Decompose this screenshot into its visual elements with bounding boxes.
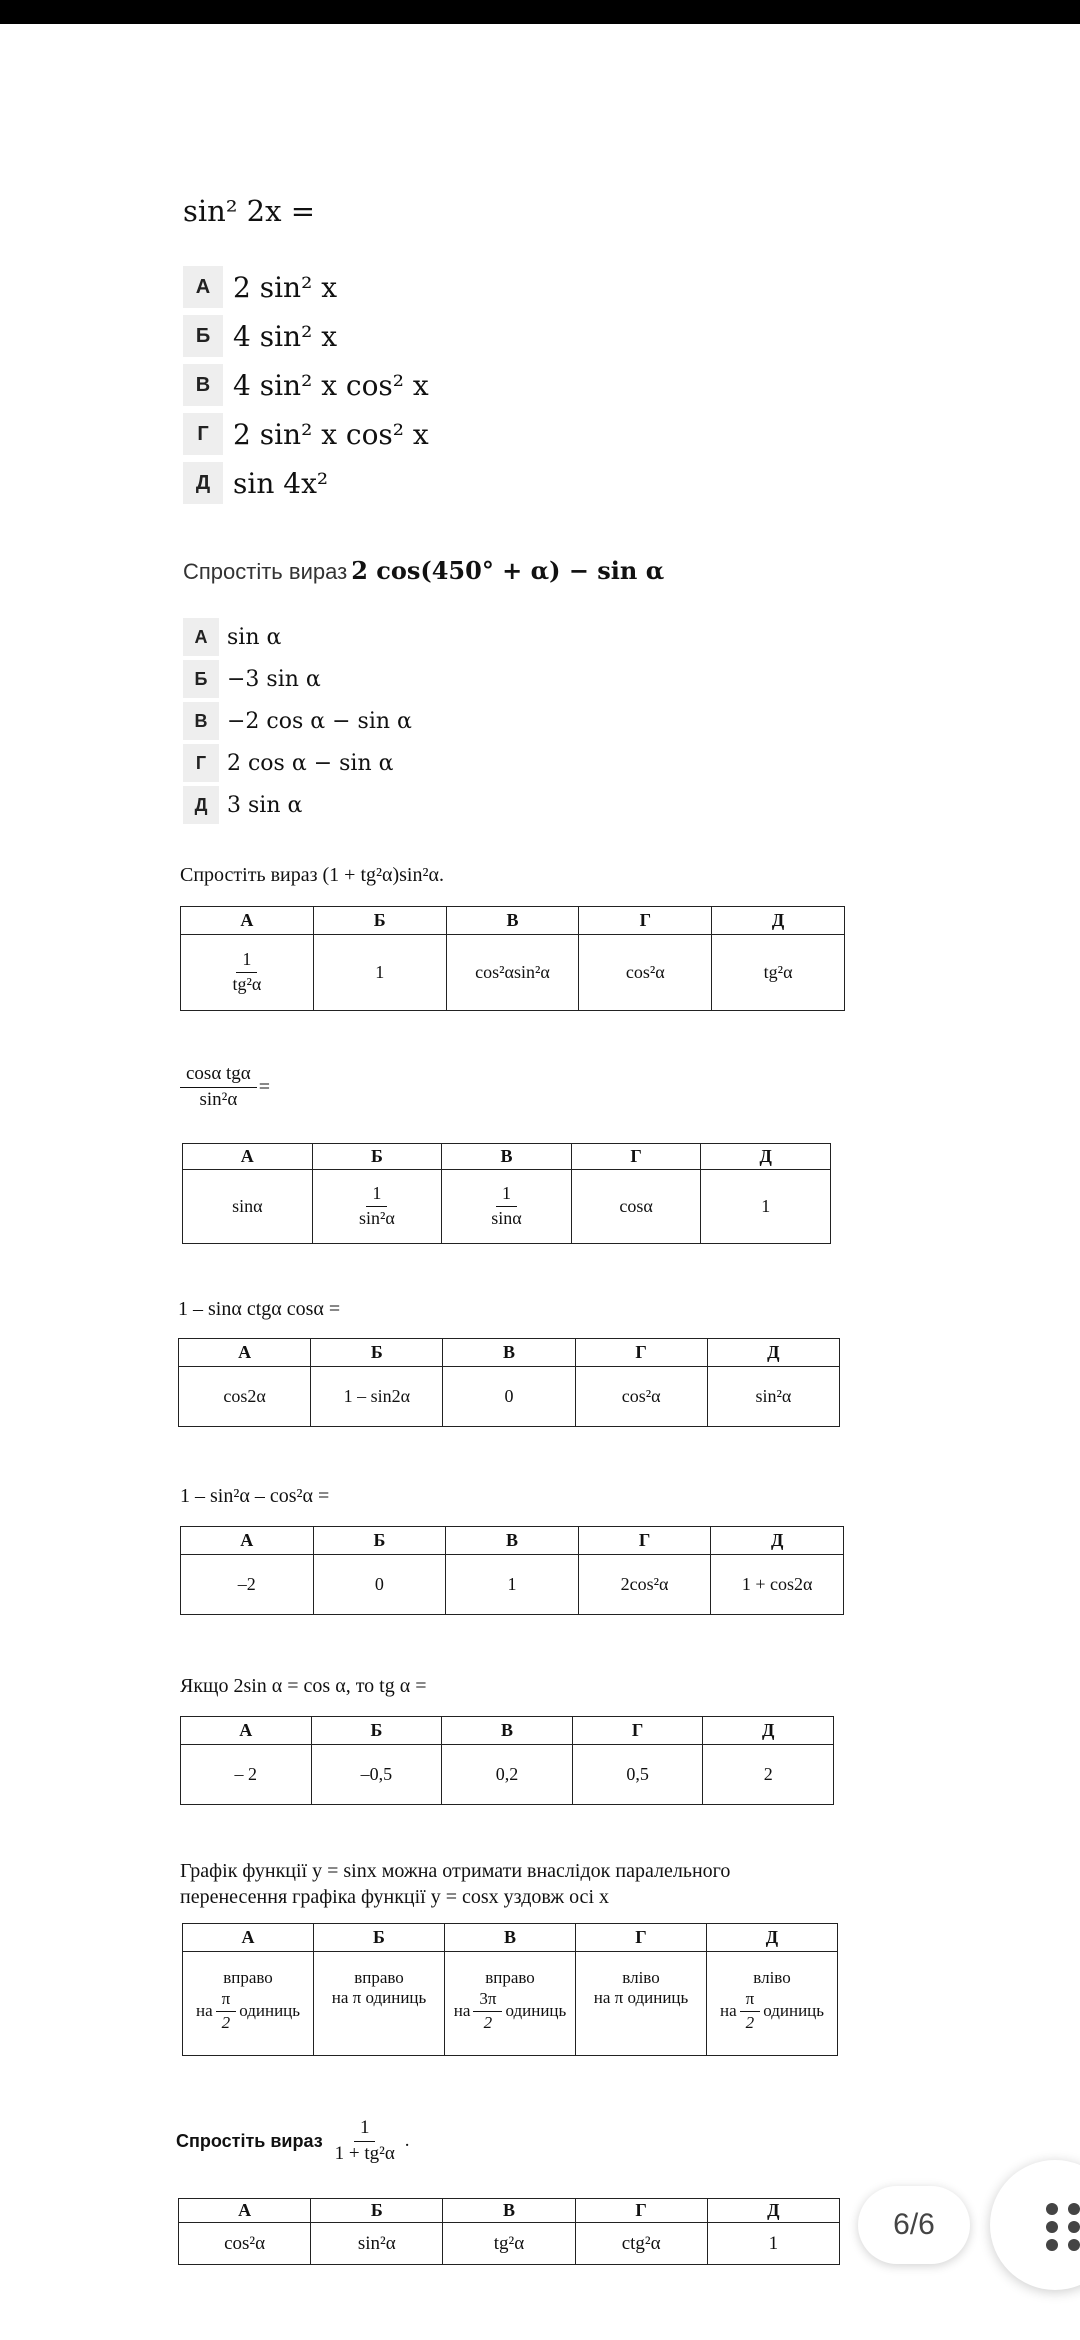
table-row [183,1170,831,1244]
fraction-numerator: 1 [236,950,257,973]
fraction [216,1990,237,2032]
cell-c[interactable]: 0,2 [442,1745,573,1805]
table-row [181,1745,834,1805]
header-d: Г [579,907,712,935]
shift-suffix: одиниць [505,2001,567,2021]
cell-c[interactable] [445,1952,576,2056]
fraction [473,1990,502,2032]
shift-prefix: на [195,2001,213,2021]
header-b: Б [313,1527,446,1555]
q9-prompt [176,2118,410,2165]
header-b: Б [314,1924,445,1952]
option-letter: Б [183,660,219,698]
header-c: В [442,1144,572,1170]
table-header-row [181,907,845,935]
option-text: 2 cos α − sin α [227,750,394,776]
q1-option-a[interactable] [183,266,337,308]
cell-e[interactable] [707,1952,838,2056]
header-a: А [181,1717,312,1745]
equals-sign: = [258,1075,271,1098]
option-letter: Б [183,315,223,357]
header-a: А [179,1339,311,1367]
cell-d[interactable]: ctg²α [575,2223,707,2265]
q4-prompt [180,1064,270,1111]
fraction-denominator: 2 [483,2012,493,2032]
table-row [183,1952,838,2056]
shift-amount [707,1990,837,2032]
cell-b[interactable] [314,1952,445,2056]
option-text: −3 sin α [227,666,321,692]
q7-answer-table [180,1716,834,1805]
table-row [181,1555,844,1615]
cell-d[interactable]: cosα [571,1170,701,1244]
table-row [179,1367,840,1427]
fraction [353,1184,401,1229]
q1-option-d[interactable] [183,413,429,455]
cell-a[interactable]: cos2α [179,1367,311,1427]
cell-b[interactable]: –0,5 [311,1745,442,1805]
q1-option-c[interactable] [183,364,429,406]
fraction-denominator: sin²α [199,1088,238,1110]
fraction [485,1184,527,1229]
q1-prompt: sin² 2x = [183,194,316,228]
cell-e[interactable]: 1 [701,1170,831,1244]
option-text: sin α [227,624,282,650]
header-e: Д [711,1527,844,1555]
header-e: Д [707,1339,839,1367]
q9-answer-table [178,2198,840,2265]
table-header-row [181,1527,844,1555]
cell-c[interactable] [442,1170,572,1244]
header-d: Г [576,1924,707,1952]
fraction-denominator: sinα [491,1208,522,1228]
shift-amount [445,1990,575,2032]
cell-b[interactable]: 0 [313,1555,446,1615]
q5-prompt: 1 – sinα ctgα cosα = [178,1298,341,1320]
q5-answer-table [178,1338,840,1427]
fraction-denominator: 2 [745,2012,755,2032]
header-d: Г [575,1339,707,1367]
header-a: А [183,1924,314,1952]
q9-prompt-label: Спростіть вираз [176,2130,323,2151]
option-letter: В [183,364,223,406]
cell-a[interactable] [181,935,314,1011]
table-header-row [179,2199,840,2223]
direction-label: вправо [354,1968,404,1987]
period: . [404,2130,410,2152]
direction-label: вліво [753,1968,791,1987]
q8-prompt [180,1858,730,1910]
direction-label: вліво [622,1968,660,1987]
status-bar [0,0,1080,24]
header-b: Б [312,1144,442,1170]
option-text: 4 sin² x cos² x [233,368,429,402]
option-text: 2 sin² x cos² x [233,417,429,451]
q3-answer-table [180,906,845,1011]
shift-prefix: на [453,2001,471,2021]
q1-option-e[interactable] [183,462,328,504]
cell-c[interactable]: tg²α [443,2223,575,2265]
direction-label: вправо [485,1968,535,1987]
table-header-row [181,1717,834,1745]
cell-b[interactable] [312,1170,442,1244]
option-text: −2 cos α − sin α [227,708,412,734]
cell-a[interactable]: sinα [183,1170,313,1244]
header-a: А [183,1144,313,1170]
cell-e[interactable]: sin²α [707,1367,839,1427]
option-letter: А [183,266,223,308]
cell-c[interactable]: cos²αsin²α [446,935,579,1011]
fraction [740,1990,761,2032]
q8-answer-table [182,1923,838,2056]
header-e: Д [707,2199,839,2223]
cell-e[interactable]: 1 [707,2223,839,2265]
option-letter: В [183,702,219,740]
cell-d[interactable] [576,1952,707,2056]
q7-prompt: Якщо 2sin α = cos α, то tg α = [180,1675,427,1697]
header-e: Д [707,1924,838,1952]
shift-amount [183,1990,313,2032]
cell-b[interactable]: sin²α [311,2223,443,2265]
header-b: Б [311,2199,443,2223]
cell-c[interactable]: 0 [443,1367,575,1427]
fraction-numerator: π [216,1990,237,2012]
shift-amount: на π одиниць [331,1988,427,2007]
cell-a[interactable]: cos²α [179,2223,311,2265]
fraction-numerator: 3π [473,1990,502,2012]
q2-option-e[interactable] [183,786,302,824]
cell-e[interactable]: 1 + cos2α [711,1555,844,1615]
option-letter: Г [183,744,219,782]
cell-a[interactable]: –2 [181,1555,314,1615]
cell-b[interactable]: 1 [313,935,446,1011]
header-c: В [443,1339,575,1367]
menu-button[interactable] [990,2160,1080,2290]
header-c: В [445,1924,576,1952]
header-c: В [446,1527,579,1555]
header-b: Б [311,1339,443,1367]
header-e: Д [703,1717,834,1745]
shift-suffix: одиниць [763,2001,825,2021]
cell-d[interactable]: cos²α [579,935,712,1011]
fraction-denominator: 2 [221,2012,231,2032]
q2-option-b[interactable] [183,660,321,698]
header-d: Г [575,2199,707,2223]
table-header-row [183,1144,831,1170]
q2-prompt [183,556,664,585]
cell-e[interactable]: tg²α [712,935,845,1011]
header-e: Д [712,907,845,935]
fraction [226,950,267,995]
header-a: А [179,2199,311,2223]
cell-d[interactable]: 2cos²α [578,1555,711,1615]
table-header-row [179,1339,840,1367]
direction-label: вправо [223,1968,273,1987]
header-b: Б [313,907,446,935]
q2-option-d[interactable] [183,744,393,782]
q2-prompt-expr: 2 cos(450° + α) − sin α [351,556,665,585]
cell-d[interactable]: cos²α [575,1367,707,1427]
cell-a[interactable] [183,1952,314,2056]
header-d: Г [571,1144,701,1170]
option-text: 4 sin² x [233,319,337,353]
q2-option-a[interactable] [183,618,281,656]
fraction [329,2118,401,2165]
option-letter: А [183,618,219,656]
cell-b[interactable]: 1 – sin2α [311,1367,443,1427]
option-text: 3 sin α [227,792,303,818]
option-letter: Д [183,786,219,824]
cell-c[interactable]: 1 [446,1555,579,1615]
fraction [180,1064,257,1111]
q2-option-c[interactable] [183,702,412,740]
fraction-numerator: 1 [496,1184,517,1207]
option-letter: Г [183,413,223,455]
q8-prompt-line-1: Графік функції y = sinx можна отримати внаслідок паралельного [180,1860,731,1882]
header-b: Б [311,1717,442,1745]
option-text: sin 4x² [233,466,329,500]
fraction-denominator: 1 + tg²α [334,2142,395,2164]
fraction-numerator: 1 [354,2118,376,2142]
fraction-denominator: sin²α [358,1208,395,1228]
header-c: В [442,1717,573,1745]
q3-prompt: Спростіть вираз (1 + tg²α)sin²α. [180,864,444,886]
table-row [179,2223,840,2265]
option-letter: Д [183,462,223,504]
header-d: Г [572,1717,703,1745]
table-header-row [183,1924,838,1952]
cell-e[interactable]: 2 [703,1745,834,1805]
q1-option-b[interactable] [183,315,337,357]
cell-d[interactable]: 0,5 [572,1745,703,1805]
cell-a[interactable]: – 2 [181,1745,312,1805]
header-e: Д [701,1144,831,1170]
table-row [181,935,845,1011]
fraction-denominator: tg²α [232,974,262,994]
q4-answer-table [182,1143,831,1244]
shift-suffix: одиниць [239,2001,301,2021]
option-text: 2 sin² x [233,270,337,304]
page-indicator[interactable]: 6/6 [858,2186,970,2264]
fraction-numerator: π [740,1990,761,2012]
q8-prompt-line-2: перенесення графіка функції y = cosx уздовж осі x [180,1886,609,1908]
header-c: В [443,2199,575,2223]
fraction-numerator: 1 [366,1184,387,1207]
header-d: Г [578,1527,711,1555]
header-c: В [446,907,579,935]
header-a: А [181,907,314,935]
q2-prompt-label: Спростіть вираз [183,559,348,584]
q6-prompt: 1 – sin²α – cos²α = [180,1485,330,1507]
shift-prefix: на [719,2001,737,2021]
header-a: А [181,1527,314,1555]
shift-amount: на π одиниць [593,1988,689,2007]
q6-answer-table [180,1526,844,1615]
fraction-numerator: cosα tgα [180,1064,257,1088]
